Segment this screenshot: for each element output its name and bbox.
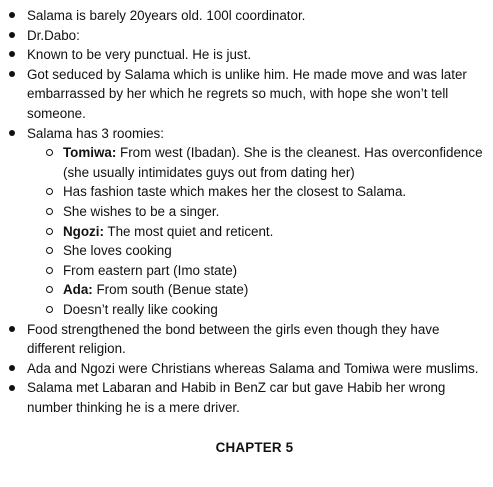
circle-bullet-icon [46, 188, 53, 195]
circle-bullet-icon [46, 306, 53, 313]
chapter-heading: CHAPTER 5 [215, 440, 294, 456]
sublist-item [63, 300, 485, 320]
list-item [27, 65, 485, 124]
sublist-item [63, 182, 485, 202]
sublist-item [63, 222, 485, 242]
sublist-item [63, 143, 485, 182]
bullet-icon [9, 130, 15, 136]
list-item [27, 359, 485, 379]
sublist-item-text: She loves cooking [63, 243, 172, 259]
circle-bullet-icon [46, 247, 53, 254]
list-item [27, 45, 485, 65]
list-item [27, 320, 485, 359]
sublist-item [63, 261, 485, 281]
bullet-icon [9, 51, 15, 57]
list-item-text: Dr.Dabo: [27, 27, 80, 43]
roomie-name: Ngozi: [63, 223, 104, 239]
list-item-text: Known to be very punctual. He is just. [27, 47, 252, 63]
sublist-item-text: She wishes to be a singer. [63, 203, 220, 219]
sublist-item-text: From west (Ibadan). She is the cleanest. Has overconfidence (she usually intimidates guys out from dating her) [63, 145, 483, 180]
sublist-item-text: From eastern part (Imo state) [63, 262, 238, 278]
list-item-text: Salama is barely 20years old. 100l coordinator. [27, 8, 306, 23]
list-item [27, 124, 485, 320]
list-item-text: Salama met Labaran and Habib in BenZ car but gave Habib her wrong number thinking he is a mere driver. [27, 380, 446, 415]
bullet-icon [9, 326, 15, 332]
sublist-item [63, 241, 485, 261]
circle-bullet-icon [46, 286, 53, 293]
sublist-item-text: The most quiet and reticent. [103, 223, 274, 239]
bullet-icon [9, 32, 15, 38]
sublist-item [63, 280, 485, 300]
sublist-item-text: Doesn’t really like cooking [63, 301, 218, 317]
list-item [27, 6, 485, 26]
list-item [27, 378, 485, 417]
list-item [27, 26, 485, 46]
bullet-icon [9, 71, 15, 77]
roomies-sublist [27, 143, 485, 319]
list-item-text: Food strengthened the bond between the girls even though they have different religion. [27, 321, 440, 357]
list-item-text: Got seduced by Salama which is unlike him. He made move and was later embarrassed by her which he regrets so much, with hope she won’t tell someone. [27, 66, 467, 121]
notes-list [0, 6, 485, 417]
sublist-item-text: From south (Benue state) [92, 282, 249, 298]
list-item-text: Ada and Ngozi were Christians whereas Salama and Tomiwa were muslims. [27, 360, 479, 376]
circle-bullet-icon [46, 228, 53, 235]
sublist-item-text: Has fashion taste which makes her the closest to Salama. [63, 184, 407, 200]
circle-bullet-icon [46, 208, 53, 215]
bullet-icon [9, 385, 15, 391]
bullet-icon [9, 12, 15, 18]
sublist-item [63, 202, 485, 222]
list-item-text: Salama has 3 roomies: [27, 125, 164, 141]
bullet-icon [9, 365, 15, 371]
circle-bullet-icon [46, 267, 53, 274]
circle-bullet-icon [46, 149, 53, 156]
roomie-name: Ada: [63, 282, 93, 298]
roomie-name: Tomiwa: [63, 145, 117, 161]
